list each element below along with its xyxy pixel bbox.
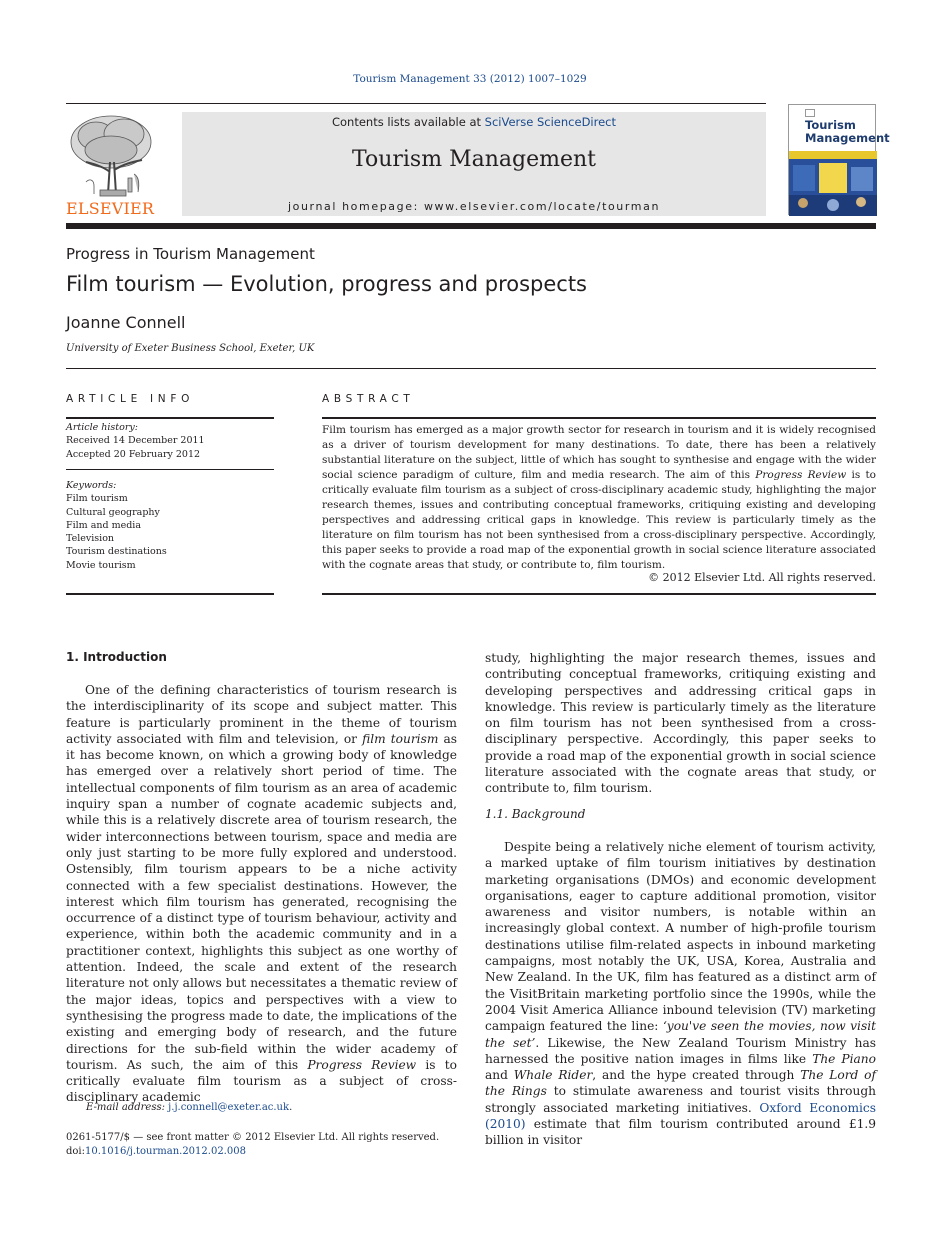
received-date: Received 14 December 2011 xyxy=(66,435,205,447)
abstract-copyright: © 2012 Elsevier Ltd. All rights reserved. xyxy=(648,571,876,584)
abstract-heading: ABSTRACT xyxy=(322,393,415,405)
email-label: E-mail address: xyxy=(86,1102,169,1113)
article-title: Film tourism — Evolution, progress and prospects xyxy=(66,272,588,296)
cover-title-line1: Tourism xyxy=(805,118,856,132)
keyword-item: Tourism destinations xyxy=(66,546,167,558)
doi-prefix: doi: xyxy=(66,1146,85,1157)
bg-text: . Likewise, the New Zealand Tourism Ministry has harnessed the positive nation images in films like xyxy=(485,1035,876,1066)
journal-title: Tourism Management xyxy=(352,147,596,172)
intro-text: One of the defining characteristics of tourism research is the interdisciplinarity of its scope and subject matter. This feature is particularly prominent in the theme of tourism activity associated with film and television, or xyxy=(66,683,457,746)
intro-text: is to critically evaluate film tourism as a subject of cross-disciplinary academic xyxy=(66,1057,458,1105)
keywords-block xyxy=(66,479,274,572)
header-rule xyxy=(66,103,766,104)
abstract-italic: Progress Review xyxy=(755,469,847,481)
introduction-paragraph xyxy=(66,682,457,1106)
abstract-part: Film tourism has emerged as a major growth sector for research in tourism and it is widely recognised as a driver of tourism development for many destinations. To date, there has been a relatively substantial literature on the subject, little of which has sought to synthesise and engage with the wider social science paradigm of culture, film and media research. The aim of this xyxy=(322,424,876,481)
bg-text: to stimulate awareness and tourist visits through strongly associated marketing initiatives. xyxy=(485,1084,876,1115)
email-link[interactable]: j.j.connell@exeter.ac.uk xyxy=(168,1102,290,1113)
article-history xyxy=(66,421,274,461)
header-thick-rule xyxy=(66,223,876,229)
journal-cover-thumbnail xyxy=(788,104,890,215)
article-info-rule-mid xyxy=(66,469,274,470)
bg-text: , and the hype created through xyxy=(592,1068,801,1083)
abstract-rule-bottom xyxy=(322,593,876,595)
accepted-date: Accepted 20 February 2012 xyxy=(66,448,201,460)
contents-available-line xyxy=(182,115,766,129)
background-heading: 1.1. Background xyxy=(485,807,586,821)
title-divider xyxy=(66,368,876,369)
author-email xyxy=(86,1102,292,1113)
introduction-heading: 1. Introduction xyxy=(66,650,167,664)
cover-logo-icon xyxy=(805,109,815,117)
issn-line: 0261-5177/$ — see front matter © 2012 Elsevier Ltd. All rights reserved. xyxy=(66,1132,440,1143)
doi-line xyxy=(66,1146,246,1157)
film-title: The Piano xyxy=(812,1051,876,1066)
bg-quote: ‘you've seen the movies, now visit the set’ xyxy=(485,1019,876,1050)
keyword-item: Cultural geography xyxy=(66,506,160,518)
introduction-continuation: study, highlighting the major research themes, issues and contributing conceptual frameworks, critiquing existing and developing perspectives and addressing critical gaps in knowledge. This review is particularly timely as the literature on film tourism has not been synthesised from a cross-disciplinary perspective. Accordingly, this paper seeks to provide a road map of the exponential growth in social science literature associated with the cognate areas that study, or contribute to, film tourism. xyxy=(485,651,876,796)
article-info-rule-bottom xyxy=(66,593,274,595)
keyword-item: Film tourism xyxy=(66,493,128,505)
sciencedirect-link[interactable]: SciVerse ScienceDirect xyxy=(484,115,617,129)
bg-text: and xyxy=(485,1068,514,1083)
abstract-text xyxy=(322,423,876,573)
intro-italic: film tourism xyxy=(362,731,439,746)
cover-title xyxy=(805,119,890,145)
author-affiliation: University of Exeter Business School, Exeter, UK xyxy=(66,343,315,354)
bg-text: estimate that film tourism contributed around £1.9 billion in visitor xyxy=(485,1117,876,1148)
intro-text: as it has become known, on which a growing body of knowledge has emerged over a relatively short period of time. The intellectual components of film tourism as an area of academic inquiry span a number of cognate academic subjects and, while this is a relatively discrete area of tourism research, the wider interconnections between tourism, space and media are only just starting to be more fully explored and understood. Ostensibly, film tourism appears to be a niche activity connected with a few specialist destinations. However, the interest which film tourism has generated, recognising the occurrence of a distinct type of tourism behaviour, activity and experience, within both the academic community and in a practitioner context, highlights this subject as one worthy of attention. Indeed, the scale and extent of the research literature not only allows but necessitates a thematic review of the major ideas, topics and perspectives with a view to synthesising the progress made to date, the implications of the existing and emerging body of research, and the future directions for the sub-field within the wider academy of tourism. As such, the aim of this xyxy=(66,731,457,1072)
film-title: Whale Rider xyxy=(513,1068,593,1083)
film-title: The Lord of the Rings xyxy=(485,1068,876,1099)
background-paragraph xyxy=(485,839,876,1149)
cover-title-line2: Management xyxy=(805,131,890,145)
elsevier-wordmark: ELSEVIER xyxy=(66,199,155,218)
reference-link[interactable]: Oxford Economics (2010) xyxy=(485,1100,877,1132)
keyword-item: Television xyxy=(66,533,115,545)
author-name: Joanne Connell xyxy=(66,313,186,332)
keyword-item: Film and media xyxy=(66,519,141,531)
article-info-heading: ARTICLE INFO xyxy=(66,393,195,405)
journal-homepage[interactable]: journal homepage: www.elsevier.com/locate/tourman xyxy=(287,200,661,213)
keywords-label: Keywords: xyxy=(66,480,117,491)
intro-italic: Progress Review xyxy=(307,1057,417,1072)
journal-citation[interactable]: Tourism Management 33 (2012) 1007–1029 xyxy=(353,73,587,85)
abstract-part: is to critically evaluate film tourism as a subject of cross-disciplinary academic study, highlighting the major research themes, issues and contributing conceptual frameworks, critiquing existing and developing perspectives and addressing critical gaps in knowledge. This review is particularly timely as the literature on film tourism has not been synthesised from a cross-disciplinary perspective. Accordingly, this paper seeks to provide a road map of the exponential growth in social science literature associated with the cognate areas that study, or contribute to, film tourism. xyxy=(322,469,876,571)
history-label: Article history: xyxy=(66,422,138,433)
keyword-item: Movie tourism xyxy=(66,559,136,571)
abstract-rule-top xyxy=(322,417,876,419)
email-end: . xyxy=(289,1102,293,1113)
bg-text: Despite being a relatively niche element of tourism activity, a marked uptake of film tourism initiatives by destination marketing organisations (DMOs) and economic development organisations, eager to capture additional promotion, visitor awareness and visitor numbers, is notable within an increasingly global context. A number of high-profile tourism destinations utilise film-related aspects in inbound marketing campaigns, most notably the UK, USA, Korea, Australia and New Zealand. In the UK, film has featured as a distinct arm of the VisitBritain marketing portfolio since the 1990s, while the 2004 Visit America Alliance inbound television (TV) marketing campaign featured the line: xyxy=(485,840,876,1034)
article-info-rule-top xyxy=(66,417,274,419)
section-label: Progress in Tourism Management xyxy=(66,245,315,263)
journal-masthead xyxy=(182,112,766,216)
doi-link[interactable]: 10.1016/j.tourman.2012.02.008 xyxy=(85,1146,246,1157)
contents-prefix: Contents lists available at xyxy=(331,115,485,129)
cover-image xyxy=(789,151,877,216)
